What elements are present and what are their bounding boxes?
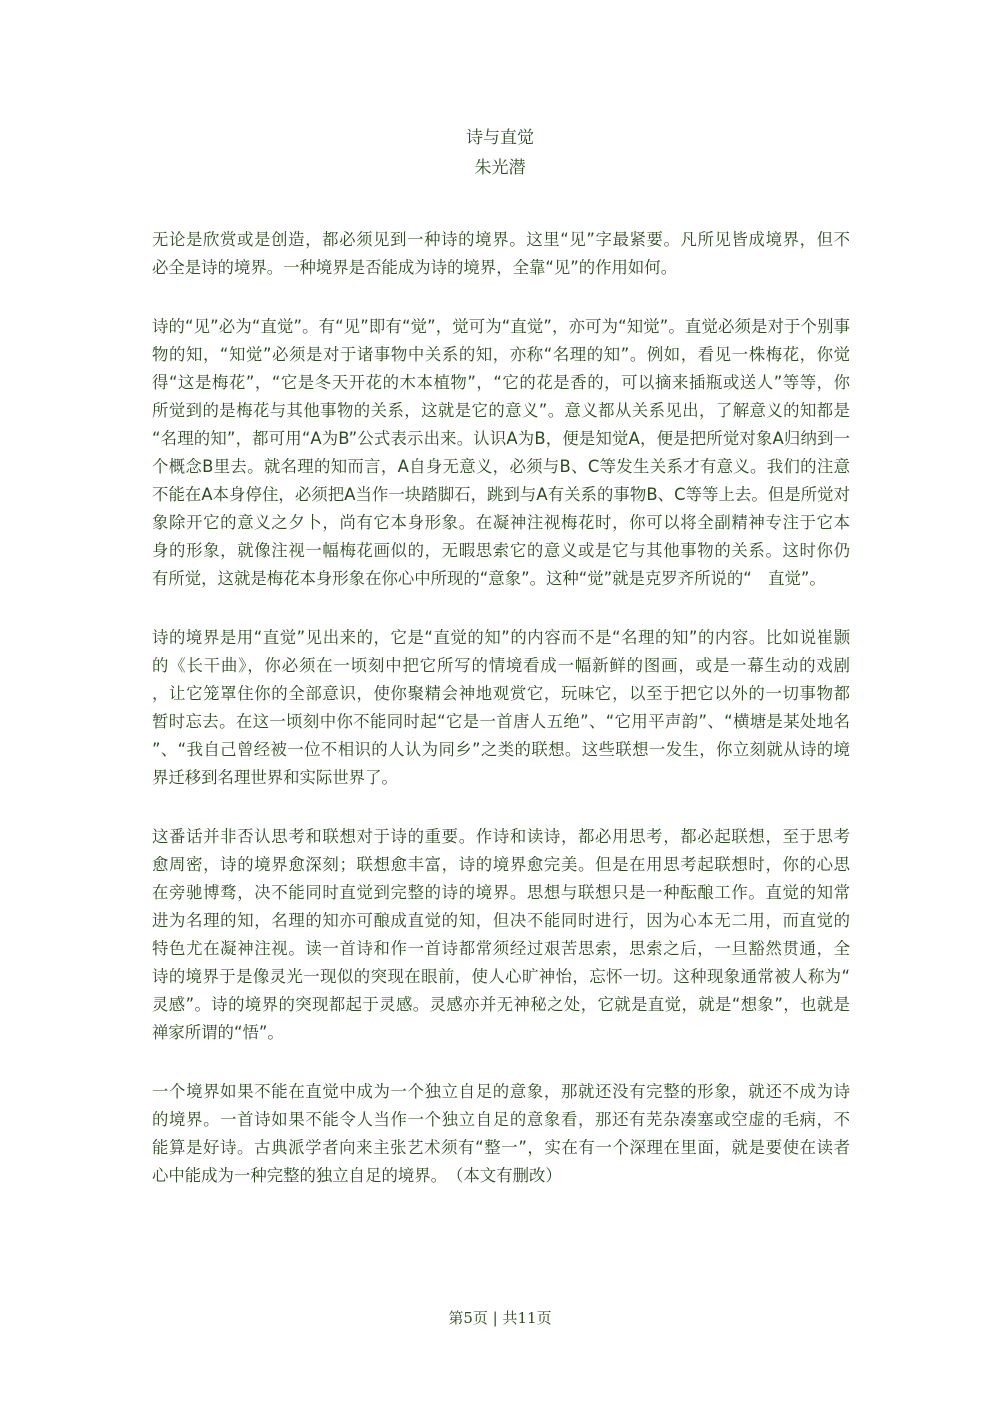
paragraph-line: 无论是欣赏或是创造，都必须见到一种诗的境界。这里“见”字最紧要。凡所见皆成境界，但不 [152, 230, 850, 249]
paragraph-line: 所觉到的是梅花与其他事物的关系，这就是它的意义”。意义都从关系见出，了解意义的知都是 [152, 401, 850, 420]
paragraph-line: 暂时忘去。在这一顷刻中你不能同时起“它是一首唐人五绝”、“它用平声韵”、“横塘是某处地名 [152, 712, 850, 731]
paragraph-line: 界迁移到名理世界和实际世界了。 [152, 768, 398, 787]
paragraph-line: 身的形象，就像注视一幅梅花画似的，无暇思索它的意义或是它与其他事物的关系。这时你仍 [152, 541, 850, 560]
paragraph-line: 不能在A本身停住，必须把A当作一块踏脚石，跳到与A有关系的事物B、C等等上去。但是所觉对 [152, 485, 850, 504]
paragraph-line: ，让它笼罩住你的全部意识，使你聚精会神地观赏它，玩味它，以至于把它以外的一切事物都 [152, 684, 850, 703]
paragraph-line: 个概念B里去。就名理的知而言，A自身无意义，必须与B、C等发生关系才有意义。我们的注意 [152, 457, 850, 476]
paragraph-line: 一个境界如果不能在直觉中成为一个独立自足的意象，那就还没有完整的形象，就还不成为诗 [152, 1082, 850, 1101]
page-footer: 第5页 | 共11页 [448, 1309, 552, 1327]
paragraph-line: 进为名理的知，名理的知亦可酿成直觉的知，但决不能同时进行，因为心本无二用，而直觉的 [152, 911, 850, 930]
paragraph-line: 的《长干曲》，你必须在一顷刻中把它所写的情境看成一幅新鲜的图画，或是一幕生动的戏剧 [152, 656, 850, 675]
paragraph-line: 禅家所谓的“悟”。 [152, 1023, 284, 1042]
paragraph-line: 这番话并非否认思考和联想对于诗的重要。作诗和读诗，都必用思考，都必起联想，至于思考 [152, 827, 850, 846]
paragraph-line: 愈周密，诗的境界愈深刻；联想愈丰富，诗的境界愈完美。但是在用思考起联想时，你的心思 [152, 855, 850, 874]
paragraph [152, 226, 850, 282]
paragraph-line: 在旁驰博骛，决不能同时直觉到完整的诗的境界。思想与联想只是一种酝酿工作。直觉的知常 [152, 883, 850, 902]
paragraph [152, 624, 850, 792]
paragraph-line: 象除开它的意义之夕卜，尚有它本身形象。在凝神注视梅花时，你可以将全副精神专注于它本 [152, 513, 850, 532]
paragraph-line: 心中能成为一种完整的独立自足的境界。 （本文有删改） [152, 1166, 562, 1185]
paragraph-line: 的境界。一首诗如果不能令人当作一个独立自足的意象看，那还有芜杂凑塞或空虚的毛病，不 [152, 1110, 850, 1129]
paragraph-line: 必全是诗的境界。一种境界是否能成为诗的境界，全靠“见”的作用如何。 [152, 258, 678, 277]
paragraph-line: 能算是好诗。古典派学者向来主张艺术须有“整一”，实在有一个深理在里面，就是要使在读者 [152, 1138, 850, 1157]
paragraph [152, 1078, 850, 1190]
paragraph-line: 物的知，“知觉”必须是对于诸事物中关系的知，亦称“名理的知”。例如，看见一株梅花，你觉 [152, 345, 850, 364]
paragraph [152, 823, 850, 1047]
paragraph-line: 灵感”。诗的境界的突现都起于灵感。灵感亦并无神秘之处，它就是直觉，就是“想象”，也就是 [152, 995, 850, 1014]
paragraph-line: ”、“我自己曾经被一位不相识的人认为同乡”之类的联想。这些联想一发生，你立刻就从诗的境 [152, 740, 850, 759]
paragraph-line: 诗的境界是用“直觉”见出来的，它是“直觉的知”的内容而不是“名理的知”的内容。比如说崔颢 [152, 628, 850, 647]
paragraph-line: 诗的境界于是像灵光一现似的突现在眼前，使人心旷神怡，忘怀一切。这种现象通常被人称为“ [152, 967, 850, 986]
paragraph-line: 得“这是梅花”，“它是冬天开花的木本植物”，“它的花是香的，可以摘来插瓶或送人”等等，你 [152, 373, 850, 392]
document-title: 诗与直觉 [466, 128, 534, 148]
paragraph-line: 有所觉，这就是梅花本身形象在你心中所现的“意象”。这种“觉”就是克罗齐所说的“ 直觉”。 [152, 569, 826, 588]
paragraph-line: “名理的知”，都可用“A为B”公式表示出来。认识A为B，便是知觉A，便是把所觉对象A归纳到一 [152, 429, 850, 448]
paragraph-line: 诗的“见”必为“直觉”。有“见”即有“觉”，觉可为“直觉”，亦可为“知觉”。直觉必须是对于个别事 [152, 317, 850, 336]
paragraph-line: 特色尤在凝神注视。读一首诗和作一首诗都常须经过艰苦思索，思索之后，一旦豁然贯通，全 [152, 939, 850, 958]
document-body [152, 226, 850, 1221]
paragraph [152, 313, 850, 593]
document-author: 朱光潜 [474, 158, 526, 178]
